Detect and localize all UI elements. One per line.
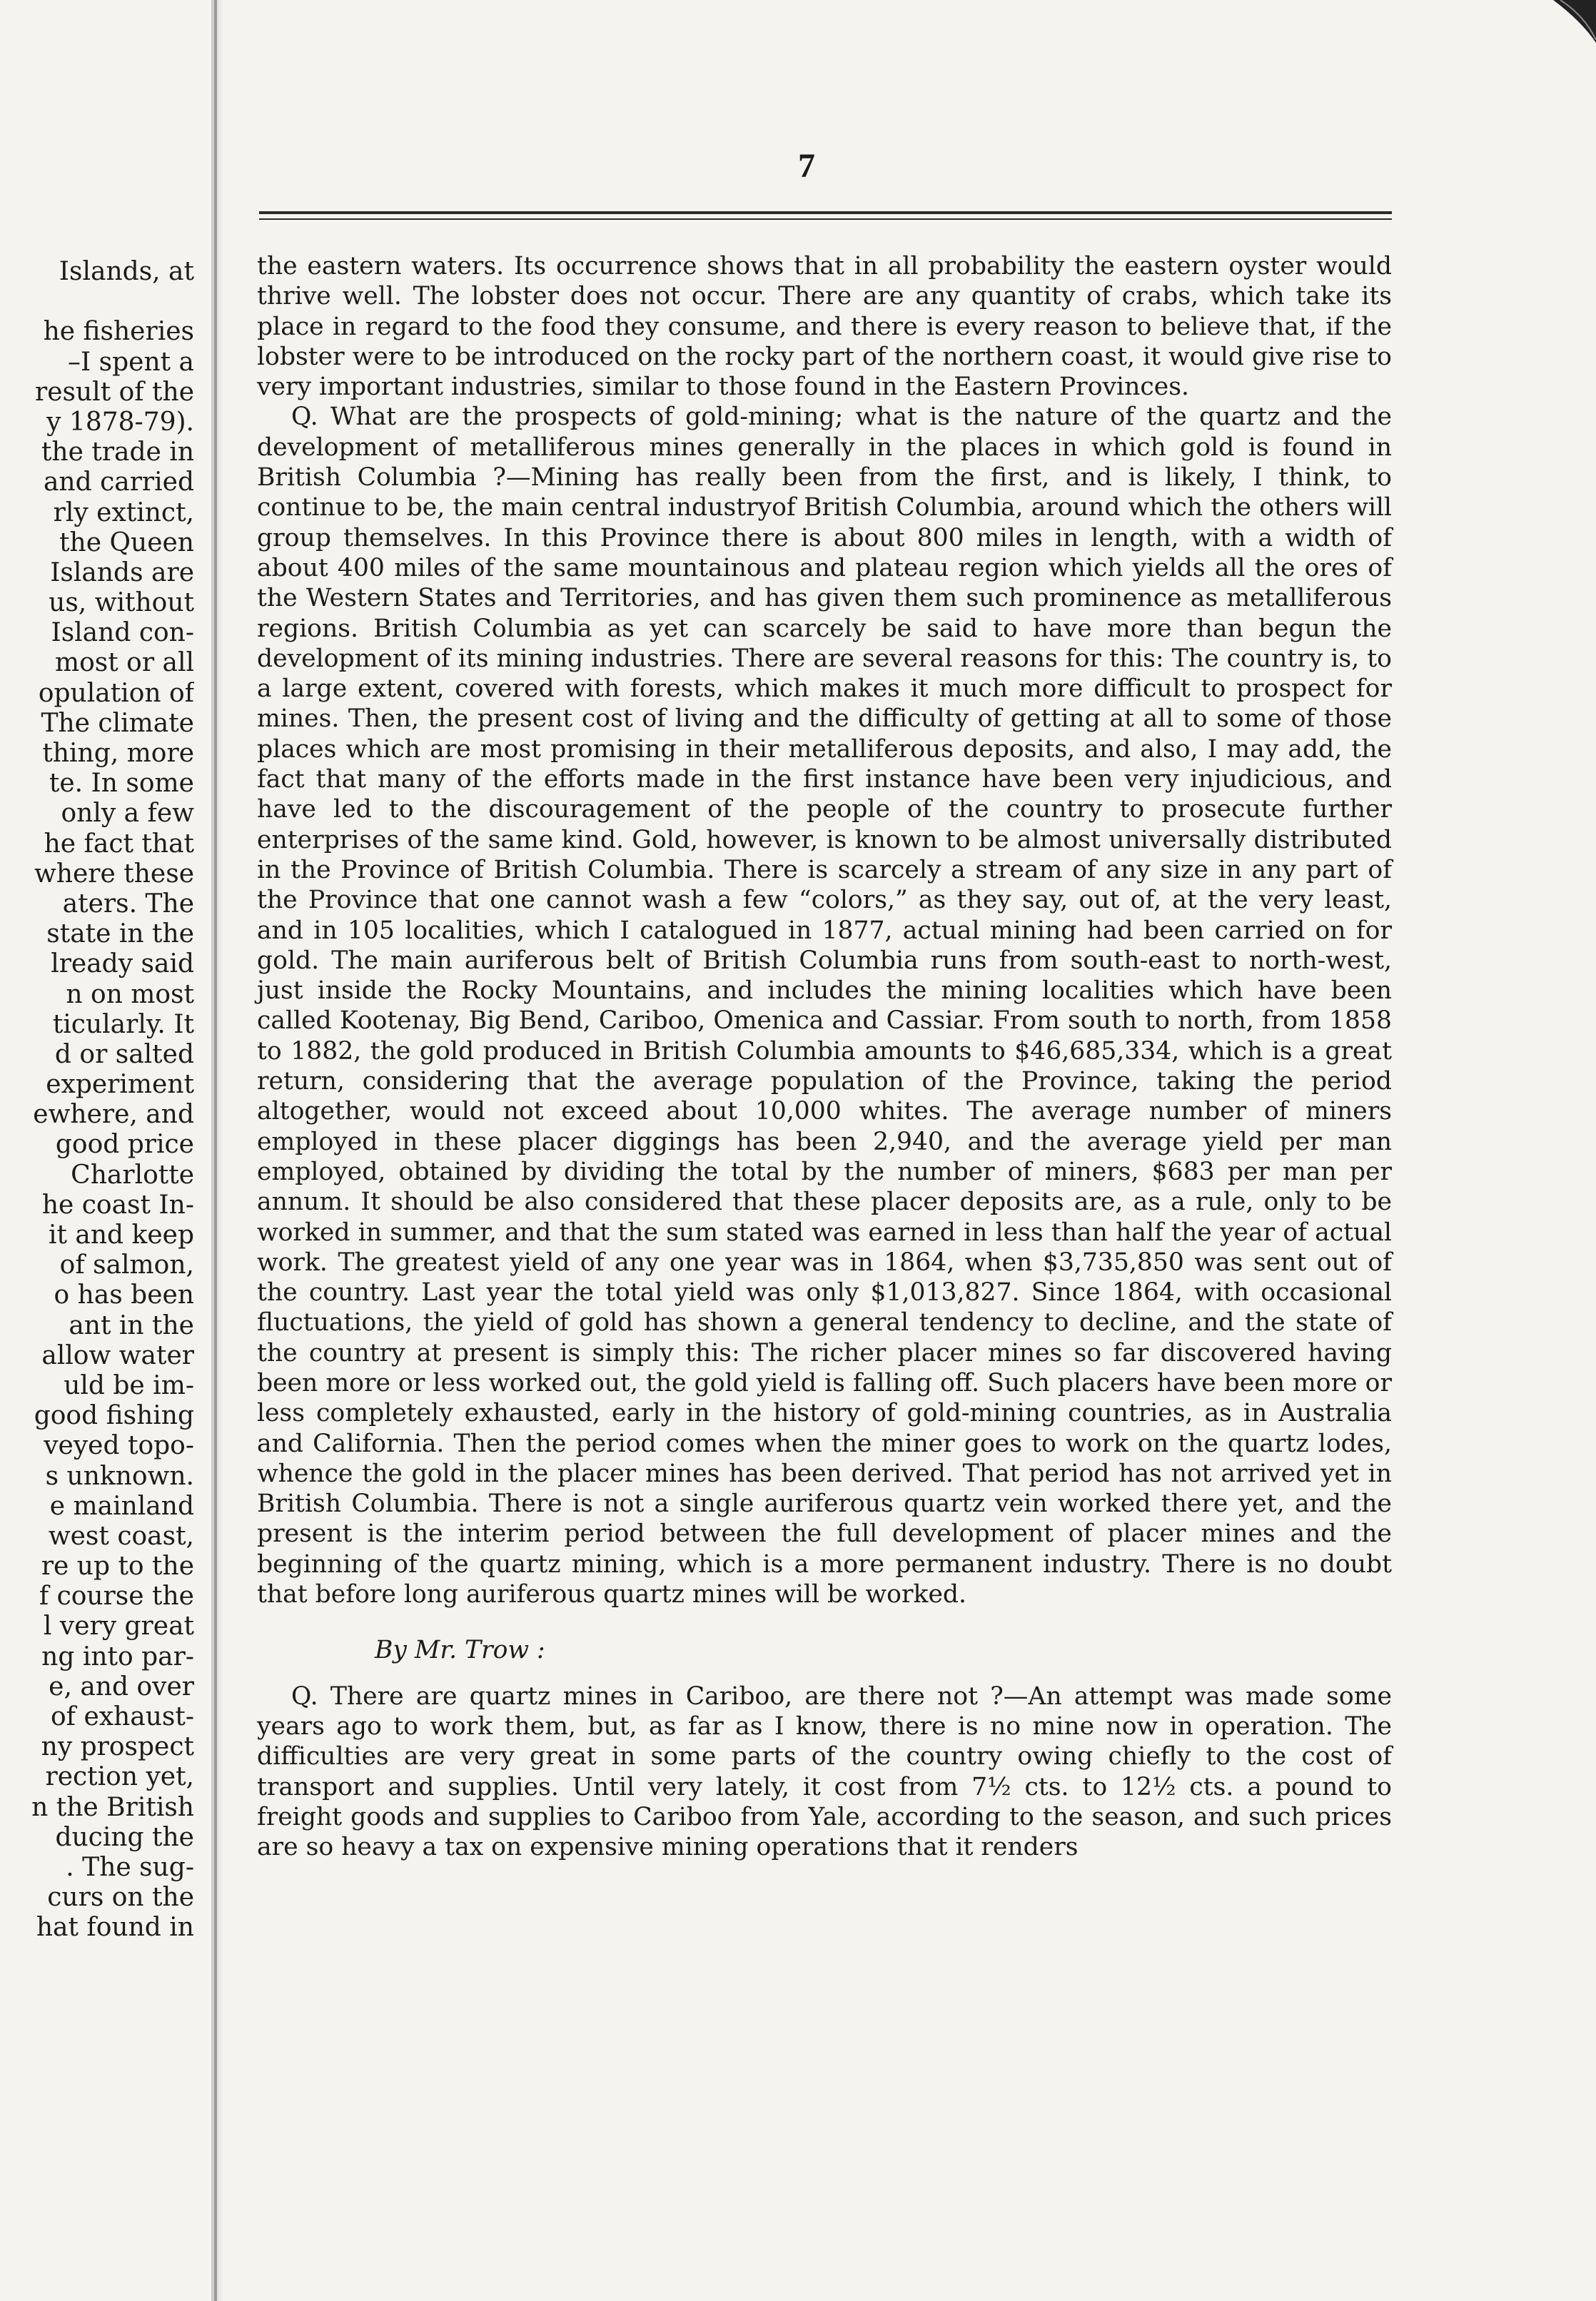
left-column-line: opulation of — [38, 678, 194, 708]
left-column-line: e, and over — [49, 1672, 194, 1701]
left-column-line: ny prospect — [41, 1732, 194, 1762]
left-column-line: us, without — [49, 588, 194, 618]
left-column-line: ducing the — [55, 1822, 194, 1852]
left-column-line: ant in the — [69, 1310, 194, 1340]
left-column-line: good fishing — [34, 1401, 194, 1431]
page-number: 7 — [798, 147, 815, 185]
left-column-line: –I spent a — [67, 347, 194, 377]
left-column-line: Charlotte — [71, 1160, 194, 1190]
left-column-line: west coast, — [48, 1521, 194, 1551]
left-column-line: aters. The — [62, 889, 194, 919]
left-column-line: Islands, at — [59, 257, 194, 286]
paragraph-question-gold-mining: Q. What are the prospects of gold-mining; what is the nature of the quartz and the development of metalliferous mines generally in the places in which gold is found in British Columbia ?—Mining has really been from the first, and is likely, I think, to continue to be, the main central industryof British Columbia, around which the others will group themselves. In this Province there is about 800 miles in length, with a width of about 400 miles of the same mountainous and plateau region which yields all the ores of the Western States and Territories, and has given them such prominence as metalliferous regions. British Columbia as yet can scarcely be said to have more than begun the development of its mining industries. There are several reasons for this: The country is, to a large extent, covered with forests, which makes it much more difficult to prospect for mines. Then, the present cost of living and the difficulty of getting at all to some of those places which are most promising in their metalliferous deposits, and also, I may add, the fact that many of the efforts made in the first instance have been very injudicious, and have led to the discouragement of the people of the country to prosecute further enterprises of the same kind. Gold, however, is known to be almost universally distributed in the Province of British Columbia. There is scarcely a stream of any size in any part of the Province that one cannot wash a few “colors,” as they say, out of, at the very least, and in 105 localities, which I catalogued in 1877, actual mining had been carried on for gold. The main auriferous belt of British Columbia runs from south-east to north-west, just inside the Rocky Mountains, and includes the mining localities which have been called Kootenay, Big Bend, Cariboo, Omenica and Cassiar. From south to north, from 1858 to 1882, the gold produced in British Columbia amounts to $46,685,334, which is a great return, considering that the average population of the Province, taking the period altogether, would not exceed about 10,000 whites. The average number of miners employed in these placer diggings has been 2,940, and the average yield per man employed, obtained by dividing the total by the number of miners, $683 per man per annum. It should be also considered that these placer deposits are, as a rule, only to be worked in summer, and that the sum stated was earned in less than half the year of actual work. The greatest yield of any one year was in 1864, when $3,735,850 was sent out of the country. Last year the total yield was only $1,013,827. Since 1864, with occasional fluctuations, the yield of gold has shown a general tendency to decline, and the state of the country at present is simply this: The richer placer mines so far discovered having been more or less worked out, the gold yield is falling off. Such placers have been more or less completely exhausted, early in the history of gold-mining countries, as in Australia and California. Then the period comes when the miner goes to work on the quartz lodes, whence the gold in the placer mines has been derived. That period has not arrived yet in British Columbia. There is not a single auriferous quartz vein worked there yet, and the present is the interim period between the full development of placer mines and the beginning of the quartz mining, which is a more permanent industry. There is no doubt that before long auriferous quartz mines will be worked. — [257, 403, 1392, 1609]
left-column-line: curs on the — [47, 1883, 194, 1913]
left-column-line — [0, 287, 194, 317]
left-column-line: rection yet, — [45, 1762, 194, 1792]
left-column-line: the Queen — [59, 527, 194, 557]
left-column-line: thing, more — [42, 739, 194, 768]
page-corner-curl — [1553, 0, 1596, 43]
left-column-line: only a few — [61, 799, 194, 829]
left-column-line: and carried — [43, 467, 194, 497]
left-column-line: experiment — [46, 1070, 194, 1100]
paragraph-question-quartz-mines: Q. There are quartz mines in Cariboo, are there not ?—An attempt was made some years ago to work them, but, as far as I know, there is no mine now in operation. The difficulties are very great in some parts of the country owing chiefly to the cost of transport and supplies. Until very lately, it cost from 7½ cts. to 12½ cts. a pound to freight goods and supplies to Cariboo from Yale, according to the season, and such prices are so heavy a tax on expensive mining operations that it renders — [257, 1682, 1392, 1862]
left-column-line: n on most — [66, 979, 194, 1009]
left-column-line: uld be im- — [64, 1370, 194, 1400]
binding-shadow — [211, 0, 223, 2301]
left-column-line: y 1878-79). — [46, 407, 194, 437]
left-column-line: ticularly. It — [52, 1009, 194, 1039]
left-column-line: n the British — [31, 1792, 194, 1822]
left-column-line: Islands are — [50, 557, 194, 587]
left-column-line: the trade in — [41, 438, 194, 467]
left-column-line: The climate — [41, 708, 194, 738]
left-column-line: re up to the — [41, 1552, 194, 1582]
left-column-fragment — [0, 257, 194, 1943]
left-column-line: he fisheries — [43, 317, 194, 347]
main-column — [257, 251, 1392, 1862]
left-column-line: he coast In- — [41, 1190, 194, 1220]
left-column-line: f course the — [39, 1582, 194, 1612]
left-column-line: hat found in — [36, 1913, 194, 1943]
left-column-line: e mainland — [49, 1491, 194, 1521]
left-column-line: of salmon, — [59, 1250, 194, 1280]
left-column-line: good price — [55, 1130, 194, 1160]
left-column-line: result of the — [35, 377, 194, 407]
left-column-line: most or all — [54, 648, 194, 678]
left-column-line: veyed topo- — [44, 1431, 194, 1461]
left-column-line: ng into par- — [41, 1642, 194, 1672]
left-column-line: te. In some — [49, 769, 194, 799]
left-column-line: where these — [34, 859, 194, 889]
left-column-line: . The sug- — [66, 1852, 194, 1882]
left-column-line: allow water — [41, 1340, 194, 1370]
header-rule-thin — [259, 218, 1392, 220]
paragraph-continuation: the eastern waters. Its occurrence shows that in all probability the eastern oyster would thrive well. The lobster does not occur. There are any quantity of crabs, which take its place in regard to the food they consume, and there is every reason to believe that, if the lobster were to be introduced on the rocky part of the northern coast, it would give rise to very important industries, similar to those found in the Eastern Provinces. — [257, 252, 1392, 402]
speaker-heading: By Mr. Trow : — [375, 1636, 545, 1665]
header-rule-thick — [259, 211, 1392, 214]
left-column-line: state in the — [46, 919, 194, 949]
left-column-line: he fact that — [44, 829, 194, 859]
left-column-line: l very great — [43, 1612, 194, 1642]
left-column-line: it and keep — [48, 1220, 194, 1250]
left-column-line: s unknown. — [45, 1461, 194, 1491]
left-column-line: of exhaust- — [51, 1702, 194, 1731]
binding-fold — [214, 0, 217, 2301]
left-column-line: ewhere, and — [33, 1100, 194, 1130]
left-column-line: rly extinct, — [53, 497, 194, 527]
left-column-line: d or salted — [54, 1039, 194, 1069]
left-column-line: Island con- — [51, 618, 194, 648]
left-column-line: o has been — [54, 1280, 194, 1310]
left-column-line: lready said — [51, 949, 194, 979]
